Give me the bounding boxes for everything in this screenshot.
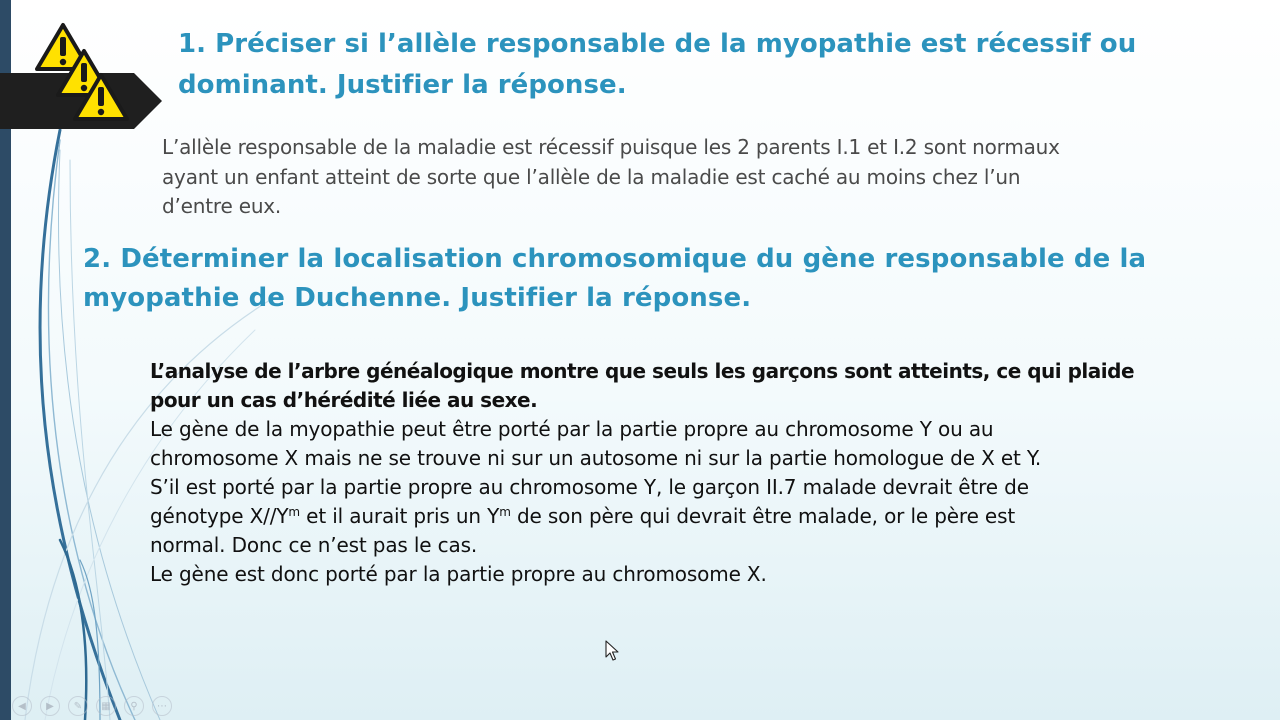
answer-1-line-1: L’allèle responsable de la maladie est récessif puisque les 2 parents I.1 et I.2 sont normaux [162,135,1060,159]
answer-2-line-4: chromosome X mais ne se trouve ni sur un autosome ni sur la partie homologue de X et Y. [150,446,1042,470]
answer-2-line-5: S’il est porté par la partie propre au chromosome Y, le garçon II.7 malade devrait être de [150,475,1029,499]
answer-2-line-3: Le gène de la myopathie peut être porté par la partie propre au chromosome Y ou au [150,417,994,441]
answer-2-line-8: Le gène est donc porté par la partie propre au chromosome X. [150,562,767,586]
question-1-heading [178,24,1136,106]
answer-1-line-2: ayant un enfant atteint de sorte que l’allèle de la maladie est caché au moins chez l’un [162,164,1021,189]
warning-icon [72,72,130,122]
slideshow-controls [12,696,172,714]
zoom-icon[interactable]: ⚲ [124,696,144,716]
superscript-m: m [499,505,511,519]
answer-1-line-3: d’entre eux. [162,194,282,218]
answer-2-line-6-end: de son père qui devrait être malade, or le père est [510,504,1016,528]
play-icon[interactable]: ▶ [40,696,60,716]
question-2-line-2: myopathie de Duchenne. Justifier la réponse. [83,283,752,313]
question-2-line-1: 2. Déterminer la localisation chromosomique du gène responsable de la [83,244,1147,274]
answer-2-bold-line-1: L’analyse de l’arbre généalogique montre que seuls les garçons sont atteints, ce qui plaide [150,359,1135,383]
pen-icon[interactable]: ✎ [68,696,88,716]
slides-icon[interactable]: ▦ [96,696,116,716]
question-1-line-1: 1. Préciser si l’allèle responsable de la myopathie est récessif ou [178,29,1137,59]
answer-2-line-6-middle: et il aurait pris un Y [299,504,500,528]
answer-2-bold-line-2: pour un cas d’hérédité liée au sexe. [150,388,538,412]
answer-2-paragraph [150,357,1134,589]
back-icon[interactable]: ◀ [12,696,32,716]
genotype-text: génotype X//Y [150,504,289,528]
superscript-m: m [288,505,300,519]
answer-2-line-7: normal. Donc ce n’est pas le cas. [150,533,478,557]
more-icon[interactable]: ⋯ [152,696,172,716]
answer-1-paragraph [162,133,1060,222]
mouse-pointer-icon [605,640,619,662]
question-1-line-2: dominant. Justifier la réponse. [178,70,627,100]
question-2-heading [83,240,1146,318]
answer-2-line-6 [150,502,1134,531]
